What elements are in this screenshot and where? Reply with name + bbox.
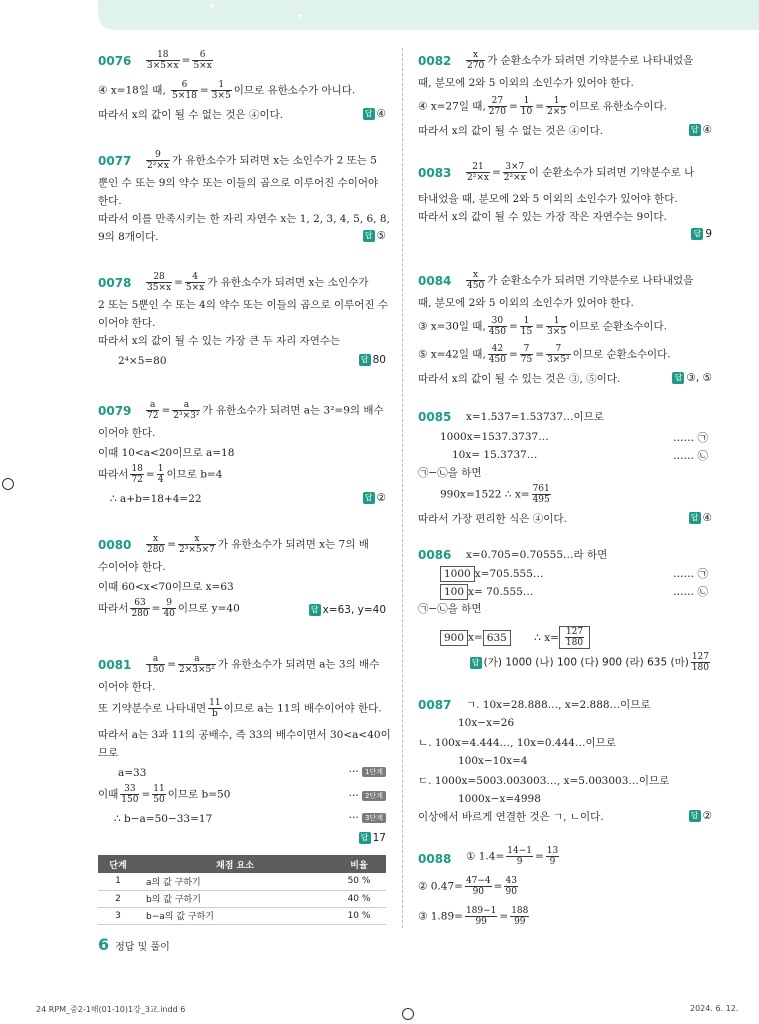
problem-0081: 0081 $\frac{a}{150}$ = $\frac{a}{\text{2×3×5²}}$ 가 유한소수가 되려면 a는 3의 배수 이어야 한다. 또 기약분수로 나타내면 $\frac{11}{b}$ 이므로 a는 11의 배수이어야 한다. 따라서 a는 3과 11의 공배수, 즉 33의 배수이면서 30<a<40이 므로 a=33 ··· 1단계 이때 $\frac{33}{150}$ = $\frac{11}{50}$ 이므로 b=50 ··· 2단계 ∴ b−a=50−33=17 ··· 3단계 답 17	[98, 654, 391, 844]
step-tag: 3단계	[362, 813, 386, 823]
registration-mark-icon	[402, 1008, 414, 1020]
problem-0080: 0080 $\frac{x}{280}$ = $\frac{x}{\text{2³×5×7}}$ 가 유한소수가 되려면 x는 7의 배 수이어야 한다. 이때 60<x<70이므로 x=63 따라서 $\frac{63}{280}$ = $\frac{9}{40}$ 이므로 y=40 답 x=63, y=40	[98, 534, 386, 619]
scoring-table	[98, 855, 386, 925]
answer: 답 80	[359, 354, 386, 366]
problem-0077: 0077 $\frac{9}{\text{2²×x}}$ 가 유한소수가 되려면 x는 소인수가 2 또는 5 뿐인 수 또는 9의 약수 또는 이들의 곱으로 이루어진 수이어야 한다. 따라서 이를 만족시키는 한 자리 자연수 x는 1, 2, 3, 4, 5, 6, 8, 9의 8개이다. 답 ⑤	[98, 150, 390, 243]
sparkle-icon: ✦	[208, 2, 216, 12]
answer-icon: 답	[689, 512, 701, 524]
answer-icon: 답	[363, 230, 375, 242]
problem-0087: 0087 ㄱ. 10x=28.888…, x=2.888…이므로 10x−x=26 ㄴ. 100x=4.444…, 10x=0.444…이므로 100x−10x=4 ㄷ. 1000x=5003.003003…, x=5.003003…이므로 1000x−x=4998 이상에서 바르게 연결한 것은 ㄱ, ㄴ이다. 답 ②	[418, 698, 712, 823]
table-row: 1 a의 값 구하기 50 %	[98, 873, 386, 890]
table-header: 단계	[98, 855, 138, 873]
answer: 답 9	[691, 228, 712, 240]
answer: 답 ②	[363, 492, 386, 504]
table-row: 2 b의 값 구하기 40 %	[98, 890, 386, 907]
answer-icon: 답	[363, 492, 375, 504]
table-header: 채점 요소	[138, 855, 332, 873]
answer-icon: 답	[470, 657, 482, 669]
step-tag: 1단계	[362, 767, 386, 777]
blank-box: 635	[483, 630, 511, 646]
problem-0084: 0084 $\frac{x}{450}$ 가 순환소수가 되려면 기약분수로 나타내었을 때, 분모에 2와 5 이외의 소인수가 있어야 한다. ③ x=30일 때, $\frac{30}{450}$ = $\frac{1}{15}$ = $\frac{1}{3\times 5}$ 이므로 순환소수이다. ⑤ x=42일 때, $\frac{42}{450}$ = $\frac{7}{75}$ = $\frac{7}{\text{3×5²}}$ 이므로 순환소수이다. 따라서 x의 값이 될 수 있는 것은 ③, ⑤이다. 답 ③, ⑤	[418, 270, 712, 385]
problem-0079: 0079 $\frac{a}{72}$ = $\frac{a}{\text{2³×3²}}$ 가 유한소수가 되려면 a는 3²=9의 배수 이어야 한다. 이때 10<a<20이므로 a=18 따라서 $\frac{18}{72}$ = $\frac{1}{4}$ 이므로 b=4 ∴ a+b=18+4=22 답 ②	[98, 400, 386, 505]
page-footer	[98, 935, 170, 954]
answer: 답 ④	[689, 512, 712, 524]
answer: 답 ④	[363, 108, 386, 120]
answer: 답 ⑤	[363, 230, 386, 242]
section-title: 정답 및 풀이	[115, 942, 170, 953]
answer: 답 ②	[689, 810, 712, 822]
answer-icon: 답	[689, 124, 701, 136]
sparkle-icon: ✦	[296, 12, 304, 22]
answer: 답 (가) 1000 (나) 100 (다) 900 (라) 635 (마) $\frac{127}{180}$	[470, 652, 712, 673]
answer-icon: 답	[689, 810, 701, 822]
conclusion: 따라서 x의 값이 될 수 없는 것은 ④이다.	[98, 109, 284, 121]
registration-mark-icon	[2, 478, 14, 490]
answer-icon: 답	[309, 604, 321, 616]
top-banner	[98, 0, 759, 30]
answer: 답 x=63, y=40	[309, 604, 386, 616]
blank-box: 100	[440, 584, 468, 600]
page-number: 6	[98, 935, 110, 954]
problem-0083: 0083 $\frac{21}{\text{2²×x}}$ = $\frac{3\times 7}{\text{2²×x}}$ 이 순환소수가 되려면 기약분수로 나 타내었을 때, 분모에 2와 5 이외의 소인수가 있어야 한다. 따라서 x의 값이 될 수 있는 가장 작은 자연수는 9이다. 답 9	[418, 162, 712, 240]
table-header: 비율	[332, 855, 386, 873]
column-divider	[402, 48, 403, 928]
table-row: 3 b−a의 값 구하기 10 %	[98, 907, 386, 924]
answer: 답 ④	[689, 124, 712, 136]
answer: 답 17	[359, 832, 386, 844]
problem-0078: 0078 $\frac{28}{35\times x}$ = $\frac{4}{5\times x}$ 가 유한소수가 되려면 x는 소인수가 2 또는 5뿐인 수 또는 4의 약수 또는 이들의 곱으로 이루어진 수 이어야 한다. 따라서 x의 값이 될 수 있는 가장 큰 두 자리 자연수는 2⁴×5=80 답 80	[98, 272, 389, 367]
problem-0086: 0086 x=0.705̇=0.70555…라 하면 1000 x=705.555… …… ㉠ 100 x= 70.555… …… ㉡ ㉠−㉡을 하면 900 x= 635 ∴ x= $\frac{127}{180}$ 답 (가) 1000 (나) 100 (다) 900 (라) 635 (마) $\frac{127}{180}$	[418, 548, 712, 678]
problem-0088: 0088 ① 1.4̇= $\frac{14-1}{9}$ = $\frac{13}{9}$ ② 0.47̇= $\frac{47-4}{90}$ = $\frac{43}{90}$ ③ 1.8̇9̇= $\frac{189-1}{99}$ = $\frac{188}{99}$	[418, 846, 559, 927]
problem-0082: 0082 $\frac{x}{270}$ 가 순환소수가 되려면 기약분수로 나타내었을 때, 분모에 2와 5 이외의 소인수가 있어야 한다. ④ x=27일 때, $\frac{27}{270}$ = $\frac{1}{10}$ = $\frac{1}{2\times 5}$ 이므로 유한소수이다. 따라서 x의 값이 될 수 없는 것은 ④이다. 답 ④	[418, 50, 712, 137]
problem-0076: 0076 $\frac{18}{3\times 5\times x}$ = $\frac{6}{5\times x}$ ④ x=18일 때, $\frac{6}{5\times 18}$ = $\frac{1}{3\times 5}$ 이므로 유한소수가 아니다. 따라서 x의 값이 될 수 없는 것은 ④이다. 답 ④	[98, 50, 386, 121]
answer-icon: 답	[359, 832, 371, 844]
blank-box: 1000	[440, 566, 475, 582]
step-tag: 2단계	[362, 791, 386, 801]
print-slug: 24 RPM_중2-1해(01-10)1강_3교.indd 6	[36, 1005, 186, 1014]
answer-icon: 답	[363, 108, 375, 120]
answer: 답 ③, ⑤	[672, 372, 712, 384]
answer-icon: 답	[359, 354, 371, 366]
answer-icon: 답	[672, 372, 684, 384]
print-date: 2024. 6. 12.	[690, 1004, 739, 1013]
blank-box: 900	[440, 630, 468, 646]
problem-0085: 0085 x=1.5̇37̇=1.53737…이므로 1000x=1537.3737… …… ㉠ 10x= 15.3737… …… ㉡ ㉠−㉡을 하면 990x=1522 ∴ x= $\frac{761}{495}$ 따라서 가장 편리한 식은 ④이다. 답 ④	[418, 410, 712, 525]
problem-number: 0076	[98, 54, 132, 68]
answer-icon: 답	[691, 228, 703, 240]
